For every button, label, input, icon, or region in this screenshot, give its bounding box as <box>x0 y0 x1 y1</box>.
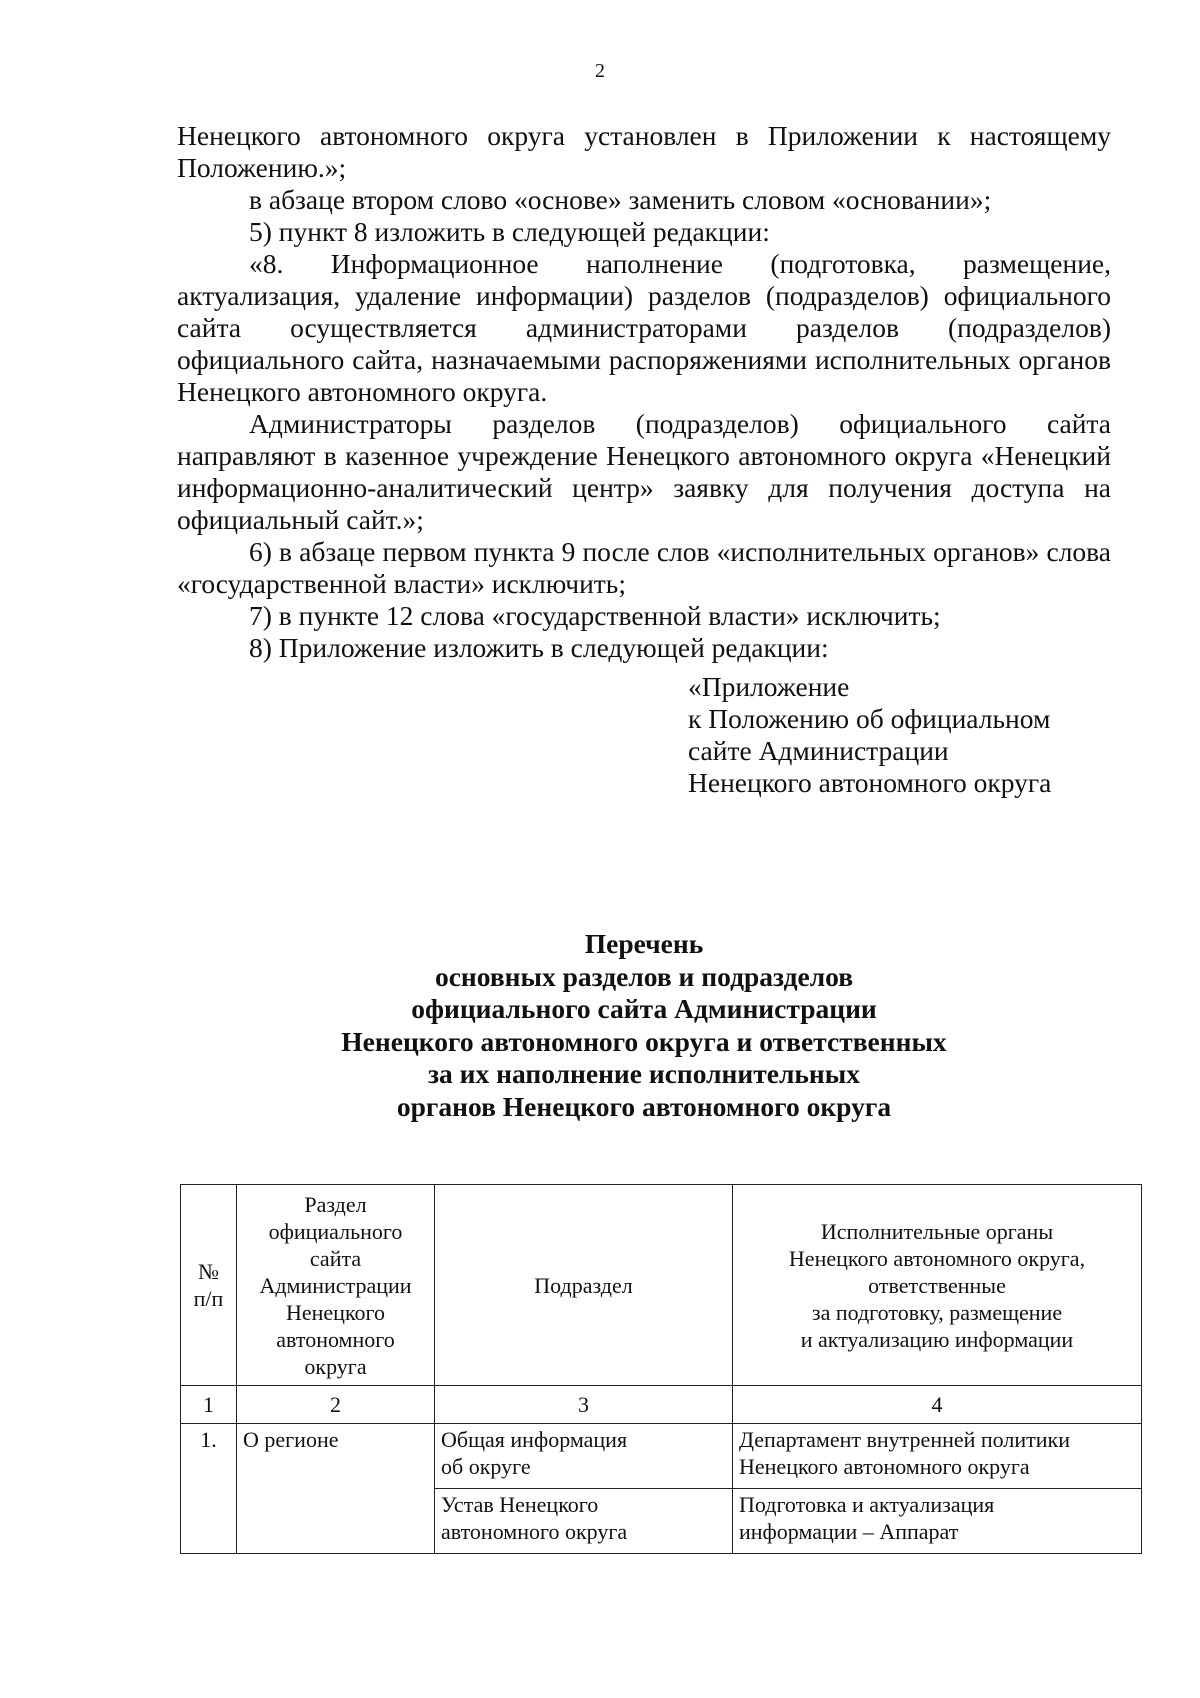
page-number: 2 <box>595 60 605 82</box>
paragraph: «8. Информационное наполнение (подготовка, размещение, актуализация, удаление информации) разделов (подразделов) официального сайта осуществляется администраторами разделов (подразделов) официального сайта, назначаемыми распоряжениями исполнительных органов Ненецкого автономного округа. <box>177 248 1111 407</box>
section-cell: О регионе <box>237 1424 435 1554</box>
paragraph: 5) пункт 8 изложить в следующей редакции: <box>249 216 770 247</box>
header-text: № <box>198 1259 219 1284</box>
cell-text: информации – Аппарат <box>739 1519 959 1544</box>
appendix-header <box>688 671 1051 799</box>
header-text: ответственные <box>868 1272 1006 1298</box>
header-cell-number <box>181 1185 237 1386</box>
sections-table <box>180 1184 1142 1554</box>
header-cell-responsible <box>733 1185 1142 1386</box>
header-cell-section <box>237 1185 435 1386</box>
header-text: за подготовку, размещение <box>811 1299 1063 1325</box>
paragraph: в абзаце втором слово «основе» заменить словом «основании»; <box>249 184 992 215</box>
header-text: сайта <box>309 1245 362 1271</box>
title-line: за их наполнение исполнительных <box>427 1058 860 1089</box>
cell-text: Подготовка и актуализация <box>739 1492 995 1517</box>
appendix-line: «Приложение <box>688 671 850 702</box>
title-line: основных разделов и подразделов <box>434 960 854 992</box>
responsible-cell <box>733 1489 1142 1554</box>
table-index-row <box>181 1386 1142 1424</box>
table-row <box>181 1424 1142 1489</box>
paragraph: 8) Приложение изложить в следующей редакции: <box>249 632 829 663</box>
header-text: Исполнительные органы <box>820 1218 1054 1244</box>
cell-text: Департамент внутренней политики <box>739 1427 1070 1452</box>
subsection-cell <box>435 1489 733 1554</box>
title-line: официального сайта Администрации <box>411 993 877 1024</box>
cell-text: Общая информация <box>441 1427 628 1452</box>
row-number-cell: 1. <box>181 1424 237 1554</box>
header-text: Ненецкого <box>285 1299 385 1325</box>
title-line: Ненецкого автономного округа и ответственных <box>341 1025 947 1057</box>
subsection-cell <box>435 1424 733 1489</box>
table-header-row <box>181 1185 1142 1386</box>
appendix-line: к Положению об официальном <box>688 703 1051 734</box>
paragraph: 6) в абзаце первом пункта 9 после слов «исполнительных органов» слова «государственной власти» исключить; <box>177 536 1111 599</box>
index-cell: 4 <box>733 1386 1142 1424</box>
header-cell-subsection <box>435 1185 733 1386</box>
header-text: автономного <box>276 1326 395 1352</box>
title-line: Перечень <box>584 928 704 959</box>
cell-text: Ненецкого автономного округа <box>739 1454 1030 1479</box>
appendix-line: сайте Администрации <box>688 735 949 766</box>
cell-text: Устав Ненецкого <box>441 1492 599 1517</box>
header-text: п/п <box>193 1286 224 1311</box>
paragraph: Администраторы разделов (подразделов) официального сайта направляют в казенное учреждение Ненецкого автономного округа «Ненецкий информационно-аналитический центр» заявку для получения доступа на официальный сайт.»; <box>177 408 1111 535</box>
body-text <box>177 120 1111 664</box>
header-text: Подраздел <box>534 1272 633 1298</box>
header-text: округа <box>304 1353 367 1379</box>
header-text: официального <box>268 1218 403 1244</box>
paragraph: 7) в пункте 12 слова «государственной власти» исключить; <box>249 600 941 631</box>
header-text: Администрации <box>259 1272 412 1298</box>
index-cell: 2 <box>237 1386 435 1424</box>
index-cell: 1 <box>181 1386 237 1424</box>
title-line: органов Ненецкого автономного округа <box>396 1090 892 1122</box>
index-cell: 3 <box>435 1386 733 1424</box>
header-text: Ненецкого автономного округа, <box>788 1245 1086 1271</box>
paragraph: Ненецкого автономного округа установлен в Приложении к настоящему Положению.»; <box>177 120 1111 183</box>
appendix-line: Ненецкого автономного округа <box>688 767 1052 798</box>
document-title <box>177 928 1111 1123</box>
cell-text: автономного округа <box>441 1519 628 1544</box>
cell-text: об округе <box>441 1454 531 1479</box>
header-text: Раздел <box>304 1191 367 1217</box>
header-text: и актуализацию информации <box>800 1326 1074 1352</box>
responsible-cell <box>733 1424 1142 1489</box>
